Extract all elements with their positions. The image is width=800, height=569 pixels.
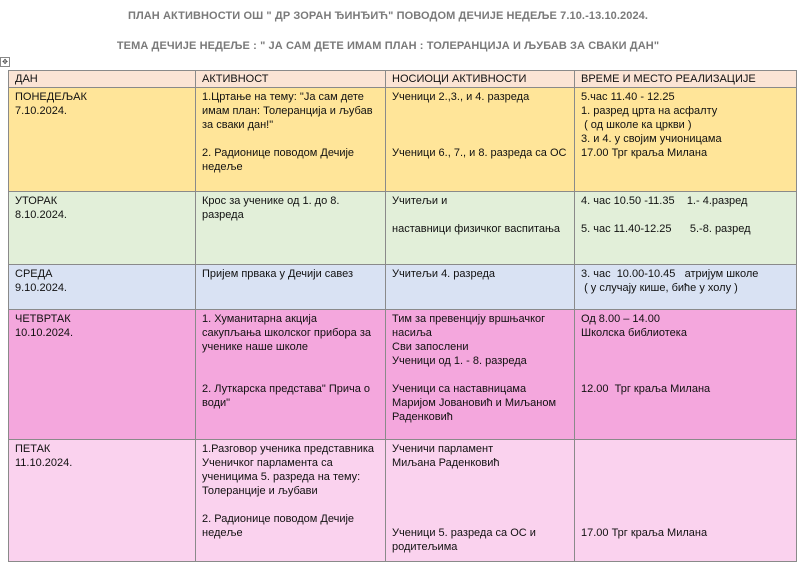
holders-cell <box>386 310 575 440</box>
cell-text-line: родитељима <box>392 541 458 553</box>
cell-text-line: наставници физичког васпитања <box>392 223 561 235</box>
cell-text-line: 8.10.2024. <box>15 209 67 221</box>
cell-text-line: Ученици 2.,3., и 4. разреда <box>392 91 530 103</box>
activity-plan-table <box>8 70 797 562</box>
blank-line <box>392 118 569 132</box>
cell-text-line: ( од школе ка цркви ) <box>581 119 692 131</box>
day-cell <box>9 88 196 192</box>
cell-text-line: 17.00 Трг краља Милана <box>581 147 708 159</box>
cell-text-line: ученике наше школе <box>202 341 309 353</box>
cell-text-line: 12.00 Трг краља Милана <box>581 383 711 395</box>
document-subtitle: ТЕМА ДЕЧИЈЕ НЕДЕЉЕ : " ЈА САМ ДЕТЕ ИМАМ ПЛАН : ТОЛЕРАНЦИЈА И ЉУБАВ ЗА СВАКИ ДАН" <box>116 40 660 52</box>
activity-cell <box>196 440 386 562</box>
blank-line <box>392 132 569 146</box>
cell-text-line: 5. час 11.40-12.25 5.-8. разред <box>581 223 751 235</box>
cell-text-line: 9.10.2024. <box>15 282 67 294</box>
move-handle-icon[interactable]: ✥ <box>0 57 10 67</box>
cell-text-line: 11.10.2024. <box>15 457 73 469</box>
activity-cell <box>196 88 386 192</box>
day-cell <box>9 440 196 562</box>
holders-cell <box>386 88 575 192</box>
activity-cell <box>196 265 386 310</box>
blank-line <box>392 498 569 512</box>
blank-line <box>202 132 380 146</box>
column-header-holders: НОСИОЦИ АКТИВНОСТИ <box>386 71 575 88</box>
row-friday <box>9 440 797 562</box>
time-place-cell <box>575 440 797 562</box>
cell-text-line: 10.10.2024. <box>15 327 74 339</box>
cell-text-line: 7.10.2024. <box>15 105 67 117</box>
blank-line <box>392 368 569 382</box>
cell-text-line: Ученици 6., 7., и 8. разреда са ОС <box>392 147 567 159</box>
day-cell <box>9 192 196 265</box>
day-cell <box>9 310 196 440</box>
cell-text-line: ( у случају кише, биће у холу ) <box>581 282 738 294</box>
blank-line <box>581 368 791 382</box>
time-place-cell <box>575 88 797 192</box>
cell-text-line: Ученици са наставницама <box>392 383 527 395</box>
cell-text-line: имам план: Толеранција и љубав <box>202 105 373 117</box>
cell-text-line: недеље <box>202 527 243 539</box>
day-cell <box>9 265 196 310</box>
cell-text-line: 2. Луткарска представа" Прича о <box>202 383 371 395</box>
cell-text-line: Ученичког парламента са <box>202 457 333 469</box>
holders-cell <box>386 440 575 562</box>
cell-text-line: Ученичи парламент <box>392 443 494 455</box>
cell-text-line: 3. час 10.00-10.45 атријум школе <box>581 268 759 280</box>
cell-text-line: Тим за превенцију вршњачког <box>392 313 546 325</box>
cell-text-line: 1.Разговор ученика представника <box>202 443 375 455</box>
blank-line <box>202 498 380 512</box>
blank-line <box>581 512 791 526</box>
cell-text-line: Миљана Раденковић <box>392 457 500 469</box>
row-monday <box>9 88 797 192</box>
cell-text-line: Од 8.00 – 14.00 <box>581 313 660 325</box>
table-header-row <box>9 71 797 88</box>
blank-line <box>581 340 791 354</box>
cell-text-line: 1.Цртање на тему: "Ја сам дете <box>202 91 364 103</box>
cell-text-line: Раденковић <box>392 411 453 423</box>
cell-text-line: Ученици од 1. - 8. разреда <box>392 355 527 367</box>
blank-line <box>392 484 569 498</box>
cell-text-line: Ученици 5. разреда са ОС и <box>392 527 536 539</box>
blank-line <box>392 104 569 118</box>
blank-line <box>202 368 380 382</box>
blank-line <box>202 354 380 368</box>
time-place-cell <box>575 310 797 440</box>
cell-text-line: ЧЕТВРТАК <box>15 313 71 325</box>
blank-line <box>581 456 791 470</box>
blank-line <box>392 512 569 526</box>
cell-text-line: сакупљања школског прибора за <box>202 327 371 339</box>
cell-text-line: ПЕТАК <box>15 443 51 455</box>
cell-text-line: Пријем првака у Дечији савез <box>202 268 354 280</box>
activity-cell <box>196 192 386 265</box>
cell-text-line: 2. Радионице поводом Дечије <box>202 513 355 525</box>
time-place-cell <box>575 192 797 265</box>
cell-text-line: 2. Радионице поводом Дечије <box>202 147 355 159</box>
cell-text-line: недеље <box>202 161 243 173</box>
cell-text-line: 1. Хуманитарна акција <box>202 313 317 325</box>
blank-line <box>581 208 791 222</box>
cell-text-line: 1. разред црта на асфалту <box>581 105 718 117</box>
blank-line <box>581 484 791 498</box>
time-place-cell <box>575 265 797 310</box>
cell-text-line: Учитељи и <box>392 195 448 207</box>
blank-line <box>581 498 791 512</box>
cell-text-line: ученицима 5. разреда на тему: <box>202 471 361 483</box>
activity-cell <box>196 310 386 440</box>
cell-text-line: ПОНЕДЕЉАК <box>15 91 87 103</box>
holders-cell <box>386 192 575 265</box>
cell-text-line: за сваки дан!" <box>202 119 274 131</box>
cell-text-line: Сви запослени <box>392 341 469 353</box>
blank-line <box>392 470 569 484</box>
row-tuesday <box>9 192 797 265</box>
blank-line <box>392 208 569 222</box>
cell-text-line: Маријом Јовановић и Миљаном <box>392 397 557 409</box>
holders-cell <box>386 265 575 310</box>
column-header-day: ДАН <box>9 71 196 88</box>
row-thursday <box>9 310 797 440</box>
blank-line <box>581 442 791 456</box>
cell-text-line: 5.час 11.40 - 12.25 <box>581 91 675 103</box>
cell-text-line: Школска библиотека <box>581 327 687 339</box>
row-wednesday <box>9 265 797 310</box>
document-title: ПЛАН АКТИВНОСТИ ОШ " ДР ЗОРАН ЂИНЂИЋ" ПОВОДОМ ДЕЧИЈЕ НЕДЕЉЕ 7.10.-13.10.2024. <box>127 10 649 22</box>
cell-text-line: 4. час 10.50 -11.35 1.- 4.разред <box>581 195 748 207</box>
cell-text-line: СРЕДА <box>15 268 53 280</box>
column-header-time-place: ВРЕМЕ И МЕСТО РЕАЛИЗАЦИЈЕ <box>575 71 797 88</box>
cell-text-line: разреда <box>202 209 244 221</box>
cell-text-line: УТОРАК <box>15 195 58 207</box>
blank-line <box>581 470 791 484</box>
cell-text-line: насиља <box>392 327 432 339</box>
cell-text-line: Крос за ученике од 1. до 8. <box>202 195 340 207</box>
column-header-activity: АКТИВНОСТ <box>196 71 386 88</box>
cell-text-line: води" <box>202 397 231 409</box>
cell-text-line: 3. и 4. у својим учионицама <box>581 133 722 145</box>
cell-text-line: 17.00 Трг краља Милана <box>581 527 708 539</box>
cell-text-line: Толеранције и љубави <box>202 485 318 497</box>
blank-line <box>581 354 791 368</box>
cell-text-line: Учитељи 4. разреда <box>392 268 495 280</box>
